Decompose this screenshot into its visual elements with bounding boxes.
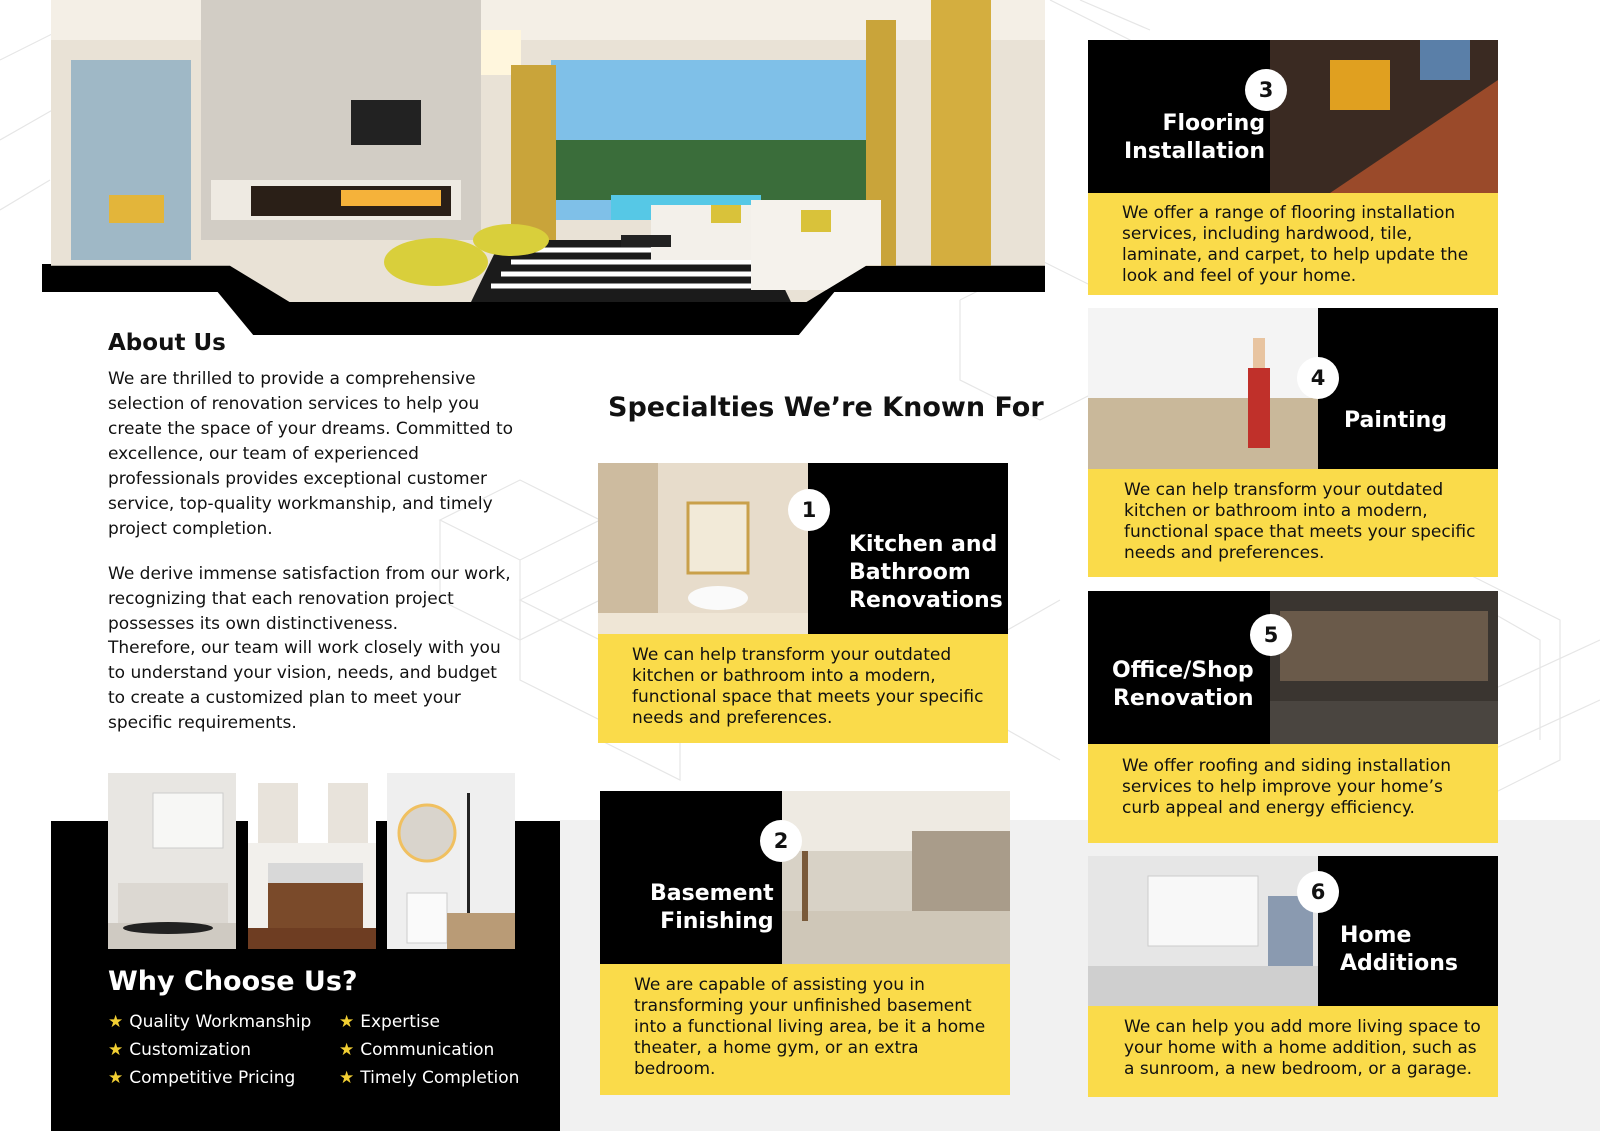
card-1-photo: [598, 463, 808, 634]
thumbnail-kitchen: [248, 773, 376, 949]
card-6-description: We can help you add more living space to your home with a home addition, such as a sunroom, a new bedroom, or a garage.: [1124, 1017, 1481, 1079]
card-4-title: Painting: [1344, 408, 1448, 433]
card-3-number-badge: 3: [1245, 69, 1287, 111]
star-icon: ★: [108, 1040, 124, 1060]
card-2-description: We are capable of assisting you in transforming your unfinished basement into a functional living area, be it a home theater, a home gym, or an extra bedroom.: [634, 975, 986, 1079]
card-5-number-badge: 5: [1250, 614, 1292, 656]
hero-living-room-image: [51, 0, 1045, 302]
card-4-number-badge: 4: [1297, 357, 1339, 399]
card-3-title: Flooring Installation: [1124, 111, 1266, 164]
card-6-title: Home Additions: [1340, 923, 1458, 976]
card-2-title: Basement Finishing: [650, 881, 774, 934]
why-choose-title: Why Choose Us?: [108, 966, 358, 997]
card-5-title: Office/Shop Renovation: [1112, 658, 1254, 711]
about-paragraph-2: We derive immense satisfaction from our work, recognizing that each renovation project possesses its own distinctiveness.: [108, 564, 511, 634]
why-list-item: ★ Communication: [339, 1040, 495, 1060]
why-list-item: ★ Competitive Pricing: [108, 1068, 296, 1088]
about-us-title: About Us: [108, 330, 226, 356]
star-icon: ★: [339, 1068, 355, 1088]
why-list-column-1: [108, 1008, 311, 1092]
card-2-photo: [782, 791, 1010, 964]
star-icon: ★: [108, 1068, 124, 1088]
card-2-title-panel: [600, 791, 782, 964]
card-4-photo: [1088, 308, 1318, 469]
about-paragraph-1: We are thrilled to provide a comprehensive selection of renovation services to help you create the space of your dreams. Committed to excellence, our team of experienced professionals provides exceptional customer service, top-quality workmanship, and timely project completion.: [108, 369, 514, 539]
thumbnail-living-room: [108, 773, 236, 949]
thumbnail-bathroom: [387, 773, 515, 949]
card-3-description: We offer a range of flooring installation services, including hardwood, tile, laminate, and carpet, to help update the look and feel of your home.: [1122, 203, 1469, 286]
card-4-title-panel: [1318, 308, 1498, 469]
about-paragraph-3: Therefore, our team will work closely with you to understand your vision, needs, and budget to create a customized plan to meet your specific requirements.: [108, 638, 501, 733]
why-list-column-2: [339, 1008, 519, 1092]
why-list-item: ★ Expertise: [339, 1012, 440, 1032]
specialties-title: Specialties We’re Known For: [608, 392, 1044, 423]
why-list-item: ★ Timely Completion: [339, 1068, 520, 1088]
card-5-photo: [1270, 591, 1498, 744]
card-4-description: We can help transform your outdated kitchen or bathroom into a modern, functional space that meets your specific needs and preferences.: [1124, 480, 1476, 563]
star-icon: ★: [108, 1012, 124, 1032]
card-1-title: Kitchen and Bathroom Renovations: [849, 532, 1003, 613]
card-2-number-badge: 2: [760, 820, 802, 862]
why-list-item: ★ Quality Workmanship: [108, 1012, 312, 1032]
card-6-number-badge: 6: [1297, 871, 1339, 913]
card-1-description: We can help transform your outdated kitchen or bathroom into a modern, functional space that meets your specific needs and preferences.: [632, 645, 984, 728]
card-6-photo: [1088, 856, 1318, 1006]
card-1-number-badge: 1: [788, 489, 830, 531]
star-icon: ★: [339, 1040, 355, 1060]
star-icon: ★: [339, 1012, 355, 1032]
why-list-item: ★ Customization: [108, 1040, 252, 1060]
card-3-photo: [1270, 40, 1498, 193]
card-5-description: We offer roofing and siding installation services to help improve your home’s curb appeal and energy efficiency.: [1122, 756, 1452, 818]
